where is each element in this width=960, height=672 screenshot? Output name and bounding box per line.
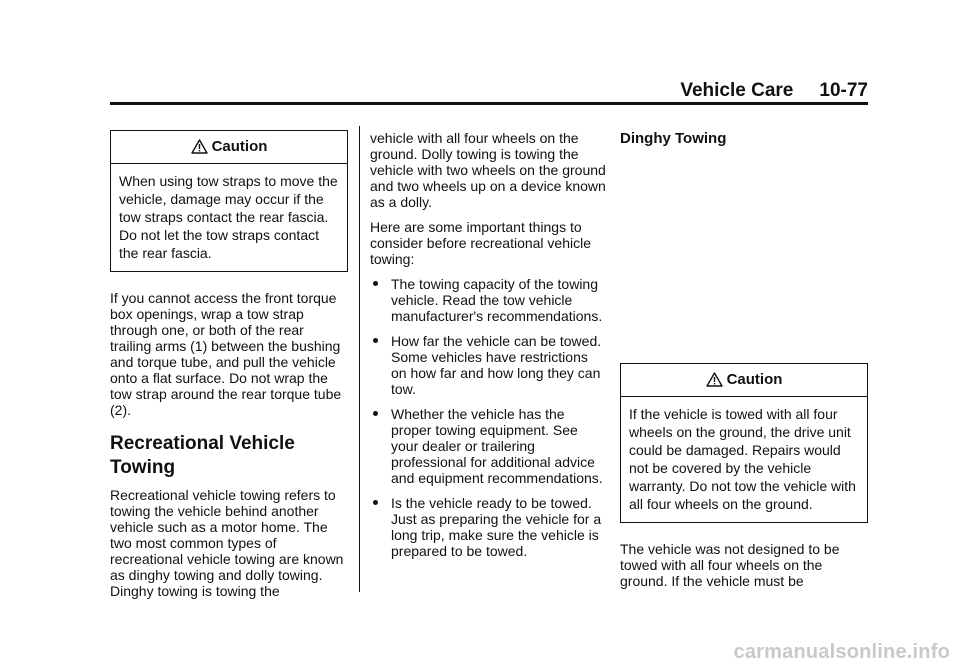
recreational-towing-heading: Recreational Vehicle Towing <box>110 433 295 478</box>
caution-box-1 <box>110 130 348 272</box>
watermark: carmanualsonline.info <box>733 641 950 663</box>
column-2 <box>370 130 606 568</box>
bullet-icon <box>373 338 378 343</box>
torque-box-paragraph: If you cannot access the front torque box openings, wrap a tow strap through one, or both of the rear trailing arms (1) between the bushing and torque tube, and pull the vehicle onto a flat surface. Do not wrap the tow strap around the rear torque tube (2). <box>110 290 342 418</box>
caution-box-2 <box>620 363 868 523</box>
column-3 <box>620 130 868 598</box>
caution-body-1: When using tow straps to move the vehicle, damage may occur if the tow straps contact the rear fascia. Do not let the tow straps contact the rear fascia. <box>119 173 338 261</box>
caution-title-2 <box>621 364 867 397</box>
considerations-intro: Here are some important things to consider before recreational vehicle towing: <box>370 219 592 267</box>
dinghy-towing-heading: Dinghy Towing <box>620 130 727 147</box>
caution-body-2: If the vehicle is towed with all four wheels on the ground, the drive unit could be damaged. Repairs would not be covered by the vehicle warranty. Do not tow the vehicle with all four wheels on the ground. <box>629 406 856 512</box>
recreational-towing-paragraph: Recreational vehicle towing refers to towing the vehicle behind another vehicle such as a motor home. The two most common types of recreational vehicle towing are known as dinghy towing and dolly towing. Dinghy towing is towing the <box>110 487 344 599</box>
considerations-list <box>370 276 606 559</box>
warning-triangle-icon <box>706 372 723 387</box>
caution-title-1 <box>111 131 347 164</box>
caution-label-1: Caution <box>211 138 268 155</box>
bullet-icon <box>373 281 378 286</box>
list-item: The towing capacity of the towing vehicle. Read the tow vehicle manufacturer's recommendations. <box>370 276 606 324</box>
column-divider <box>359 126 360 592</box>
list-item: Whether the vehicle has the proper towing equipment. See your dealer or trailering professional for additional advice and equipment recommendations. <box>370 406 606 486</box>
dolly-towing-paragraph: vehicle with all four wheels on the ground. Dolly towing is towing the vehicle with two wheels on the ground and two wheels up on a device known as a dolly. <box>370 130 606 210</box>
dinghy-paragraph: The vehicle was not designed to be towed with all four wheels on the ground. If the vehicle must be <box>620 541 840 589</box>
bullet-icon <box>373 411 378 416</box>
bullet-icon <box>373 500 378 505</box>
list-item: Is the vehicle ready to be towed. Just as preparing the vehicle for a long trip, make sure the vehicle is prepared to be towed. <box>370 495 606 559</box>
page-number: 10-77 <box>819 80 868 101</box>
caution-label-2: Caution <box>726 371 783 388</box>
list-item: How far the vehicle can be towed. Some vehicles have restrictions on how far and how long they can tow. <box>370 333 606 397</box>
column-1 <box>110 130 348 608</box>
warning-triangle-icon <box>191 139 208 154</box>
section-title: Vehicle Care <box>680 80 794 101</box>
header-rule <box>110 102 868 105</box>
page-header <box>110 80 868 102</box>
